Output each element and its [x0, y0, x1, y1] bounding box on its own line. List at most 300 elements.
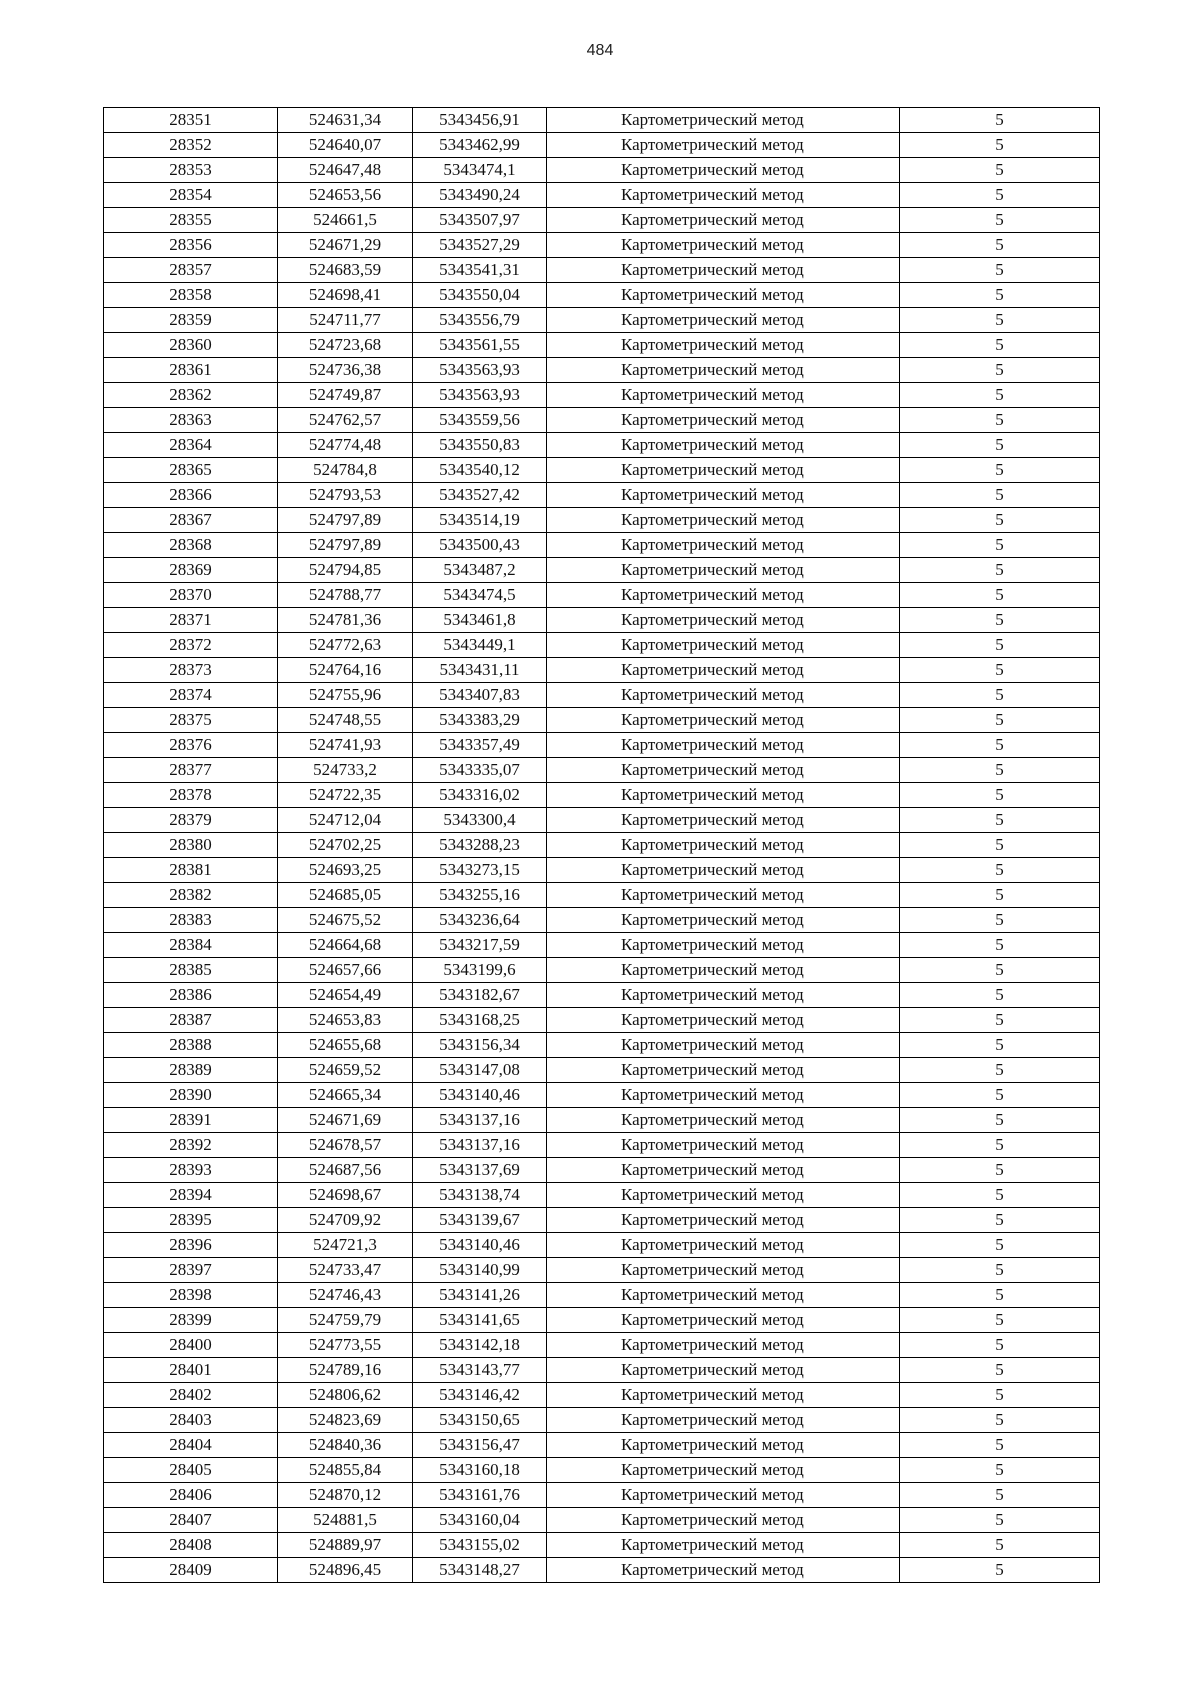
y-coordinate-cell: 5343462,99 — [413, 133, 547, 158]
point-number-cell: 28362 — [104, 383, 278, 408]
table-row — [104, 1208, 1100, 1233]
accuracy-cell: 5 — [900, 108, 1100, 133]
accuracy-cell: 5 — [900, 558, 1100, 583]
point-number-cell: 28372 — [104, 633, 278, 658]
y-coordinate-cell: 5343138,74 — [413, 1183, 547, 1208]
y-coordinate-cell: 5343527,29 — [413, 233, 547, 258]
point-number-cell: 28367 — [104, 508, 278, 533]
accuracy-cell: 5 — [900, 1158, 1100, 1183]
method-cell: Картометрический метод — [547, 883, 900, 908]
accuracy-cell: 5 — [900, 433, 1100, 458]
table-row — [104, 758, 1100, 783]
table-row — [104, 1283, 1100, 1308]
method-cell: Картометрический метод — [547, 458, 900, 483]
table-row — [104, 658, 1100, 683]
accuracy-cell: 5 — [900, 1208, 1100, 1233]
method-cell: Картометрический метод — [547, 683, 900, 708]
point-number-cell: 28390 — [104, 1083, 278, 1108]
x-coordinate-cell: 524759,79 — [278, 1308, 413, 1333]
table-row — [104, 833, 1100, 858]
accuracy-cell: 5 — [900, 1258, 1100, 1283]
x-coordinate-cell: 524655,68 — [278, 1033, 413, 1058]
x-coordinate-cell: 524631,34 — [278, 108, 413, 133]
y-coordinate-cell: 5343161,76 — [413, 1483, 547, 1508]
coordinates-table-body — [104, 108, 1100, 1583]
method-cell: Картометрический метод — [547, 1383, 900, 1408]
table-row — [104, 1358, 1100, 1383]
x-coordinate-cell: 524762,57 — [278, 408, 413, 433]
x-coordinate-cell: 524797,89 — [278, 508, 413, 533]
method-cell: Картометрический метод — [547, 833, 900, 858]
y-coordinate-cell: 5343156,47 — [413, 1433, 547, 1458]
y-coordinate-cell: 5343407,83 — [413, 683, 547, 708]
table-row — [104, 308, 1100, 333]
table-row — [104, 633, 1100, 658]
point-number-cell: 28401 — [104, 1358, 278, 1383]
accuracy-cell: 5 — [900, 633, 1100, 658]
table-row — [104, 933, 1100, 958]
table-row — [104, 883, 1100, 908]
table-row — [104, 608, 1100, 633]
y-coordinate-cell: 5343160,04 — [413, 1508, 547, 1533]
accuracy-cell: 5 — [900, 1333, 1100, 1358]
method-cell: Картометрический метод — [547, 558, 900, 583]
method-cell: Картометрический метод — [547, 1008, 900, 1033]
table-row — [104, 1533, 1100, 1558]
y-coordinate-cell: 5343474,1 — [413, 158, 547, 183]
table-row — [104, 1333, 1100, 1358]
table-row — [104, 1483, 1100, 1508]
table-row — [104, 208, 1100, 233]
method-cell: Картометрический метод — [547, 1158, 900, 1183]
y-coordinate-cell: 5343556,79 — [413, 308, 547, 333]
method-cell: Картометрический метод — [547, 1108, 900, 1133]
accuracy-cell: 5 — [900, 483, 1100, 508]
table-row — [104, 1508, 1100, 1533]
y-coordinate-cell: 5343449,1 — [413, 633, 547, 658]
accuracy-cell: 5 — [900, 258, 1100, 283]
x-coordinate-cell: 524736,38 — [278, 358, 413, 383]
method-cell: Картометрический метод — [547, 1258, 900, 1283]
x-coordinate-cell: 524781,36 — [278, 608, 413, 633]
y-coordinate-cell: 5343142,18 — [413, 1333, 547, 1358]
x-coordinate-cell: 524640,07 — [278, 133, 413, 158]
method-cell: Картометрический метод — [547, 108, 900, 133]
accuracy-cell: 5 — [900, 1458, 1100, 1483]
x-coordinate-cell: 524889,97 — [278, 1533, 413, 1558]
table-row — [104, 1158, 1100, 1183]
x-coordinate-cell: 524698,67 — [278, 1183, 413, 1208]
x-coordinate-cell: 524723,68 — [278, 333, 413, 358]
y-coordinate-cell: 5343150,65 — [413, 1408, 547, 1433]
method-cell: Картометрический метод — [547, 408, 900, 433]
accuracy-cell: 5 — [900, 1233, 1100, 1258]
y-coordinate-cell: 5343140,99 — [413, 1258, 547, 1283]
x-coordinate-cell: 524823,69 — [278, 1408, 413, 1433]
table-row — [104, 433, 1100, 458]
accuracy-cell: 5 — [900, 1033, 1100, 1058]
y-coordinate-cell: 5343563,93 — [413, 383, 547, 408]
accuracy-cell: 5 — [900, 833, 1100, 858]
x-coordinate-cell: 524797,89 — [278, 533, 413, 558]
accuracy-cell: 5 — [900, 208, 1100, 233]
point-number-cell: 28385 — [104, 958, 278, 983]
y-coordinate-cell: 5343316,02 — [413, 783, 547, 808]
x-coordinate-cell: 524896,45 — [278, 1558, 413, 1583]
method-cell: Картометрический метод — [547, 1283, 900, 1308]
point-number-cell: 28381 — [104, 858, 278, 883]
x-coordinate-cell: 524687,56 — [278, 1158, 413, 1183]
table-row — [104, 258, 1100, 283]
x-coordinate-cell: 524855,84 — [278, 1458, 413, 1483]
method-cell: Картометрический метод — [547, 908, 900, 933]
accuracy-cell: 5 — [900, 983, 1100, 1008]
y-coordinate-cell: 5343461,8 — [413, 608, 547, 633]
x-coordinate-cell: 524722,35 — [278, 783, 413, 808]
method-cell: Картометрический метод — [547, 308, 900, 333]
accuracy-cell: 5 — [900, 1558, 1100, 1583]
table-row — [104, 408, 1100, 433]
method-cell: Картометрический метод — [547, 633, 900, 658]
method-cell: Картометрический метод — [547, 533, 900, 558]
accuracy-cell: 5 — [900, 1433, 1100, 1458]
method-cell: Картометрический метод — [547, 1408, 900, 1433]
y-coordinate-cell: 5343500,43 — [413, 533, 547, 558]
table-row — [104, 483, 1100, 508]
point-number-cell: 28393 — [104, 1158, 278, 1183]
method-cell: Картометрический метод — [547, 783, 900, 808]
point-number-cell: 28400 — [104, 1333, 278, 1358]
x-coordinate-cell: 524683,59 — [278, 258, 413, 283]
y-coordinate-cell: 5343137,16 — [413, 1133, 547, 1158]
point-number-cell: 28360 — [104, 333, 278, 358]
y-coordinate-cell: 5343137,69 — [413, 1158, 547, 1183]
y-coordinate-cell: 5343160,18 — [413, 1458, 547, 1483]
accuracy-cell: 5 — [900, 583, 1100, 608]
method-cell: Картометрический метод — [547, 258, 900, 283]
point-number-cell: 28353 — [104, 158, 278, 183]
x-coordinate-cell: 524654,49 — [278, 983, 413, 1008]
table-row — [104, 508, 1100, 533]
point-number-cell: 28396 — [104, 1233, 278, 1258]
y-coordinate-cell: 5343357,49 — [413, 733, 547, 758]
point-number-cell: 28387 — [104, 1008, 278, 1033]
point-number-cell: 28355 — [104, 208, 278, 233]
method-cell: Картометрический метод — [547, 858, 900, 883]
method-cell: Картометрический метод — [547, 1558, 900, 1583]
point-number-cell: 28368 — [104, 533, 278, 558]
point-number-cell: 28375 — [104, 708, 278, 733]
x-coordinate-cell: 524774,48 — [278, 433, 413, 458]
point-number-cell: 28395 — [104, 1208, 278, 1233]
method-cell: Картометрический метод — [547, 1433, 900, 1458]
method-cell: Картометрический метод — [547, 758, 900, 783]
method-cell: Картометрический метод — [547, 208, 900, 233]
point-number-cell: 28403 — [104, 1408, 278, 1433]
x-coordinate-cell: 524671,29 — [278, 233, 413, 258]
point-number-cell: 28384 — [104, 933, 278, 958]
point-number-cell: 28382 — [104, 883, 278, 908]
table-row — [104, 133, 1100, 158]
point-number-cell: 28357 — [104, 258, 278, 283]
y-coordinate-cell: 5343217,59 — [413, 933, 547, 958]
x-coordinate-cell: 524671,69 — [278, 1108, 413, 1133]
x-coordinate-cell: 524773,55 — [278, 1333, 413, 1358]
point-number-cell: 28394 — [104, 1183, 278, 1208]
table-row — [104, 1033, 1100, 1058]
method-cell: Картометрический метод — [547, 383, 900, 408]
table-row — [104, 558, 1100, 583]
y-coordinate-cell: 5343141,65 — [413, 1308, 547, 1333]
point-number-cell: 28371 — [104, 608, 278, 633]
point-number-cell: 28356 — [104, 233, 278, 258]
accuracy-cell: 5 — [900, 608, 1100, 633]
x-coordinate-cell: 524711,77 — [278, 308, 413, 333]
y-coordinate-cell: 5343527,42 — [413, 483, 547, 508]
x-coordinate-cell: 524748,55 — [278, 708, 413, 733]
accuracy-cell: 5 — [900, 933, 1100, 958]
accuracy-cell: 5 — [900, 408, 1100, 433]
table-row — [104, 1108, 1100, 1133]
y-coordinate-cell: 5343140,46 — [413, 1233, 547, 1258]
y-coordinate-cell: 5343563,93 — [413, 358, 547, 383]
accuracy-cell: 5 — [900, 1008, 1100, 1033]
y-coordinate-cell: 5343541,31 — [413, 258, 547, 283]
point-number-cell: 28407 — [104, 1508, 278, 1533]
x-coordinate-cell: 524881,5 — [278, 1508, 413, 1533]
accuracy-cell: 5 — [900, 1383, 1100, 1408]
accuracy-cell: 5 — [900, 158, 1100, 183]
x-coordinate-cell: 524733,47 — [278, 1258, 413, 1283]
x-coordinate-cell: 524721,3 — [278, 1233, 413, 1258]
x-coordinate-cell: 524712,04 — [278, 808, 413, 833]
y-coordinate-cell: 5343487,2 — [413, 558, 547, 583]
x-coordinate-cell: 524733,2 — [278, 758, 413, 783]
point-number-cell: 28365 — [104, 458, 278, 483]
table-row — [104, 333, 1100, 358]
method-cell: Картометрический метод — [547, 658, 900, 683]
point-number-cell: 28361 — [104, 358, 278, 383]
y-coordinate-cell: 5343490,24 — [413, 183, 547, 208]
method-cell: Картометрический метод — [547, 1308, 900, 1333]
method-cell: Картометрический метод — [547, 1333, 900, 1358]
point-number-cell: 28386 — [104, 983, 278, 1008]
point-number-cell: 28370 — [104, 583, 278, 608]
accuracy-cell: 5 — [900, 1533, 1100, 1558]
table-row — [104, 1233, 1100, 1258]
table-row — [104, 108, 1100, 133]
method-cell: Картометрический метод — [547, 1033, 900, 1058]
table-row — [104, 1258, 1100, 1283]
point-number-cell: 28363 — [104, 408, 278, 433]
x-coordinate-cell: 524698,41 — [278, 283, 413, 308]
table-row — [104, 783, 1100, 808]
point-number-cell: 28377 — [104, 758, 278, 783]
y-coordinate-cell: 5343559,56 — [413, 408, 547, 433]
method-cell: Картометрический метод — [547, 1083, 900, 1108]
method-cell: Картометрический метод — [547, 983, 900, 1008]
x-coordinate-cell: 524675,52 — [278, 908, 413, 933]
table-row — [104, 383, 1100, 408]
x-coordinate-cell: 524693,25 — [278, 858, 413, 883]
table-row — [104, 1308, 1100, 1333]
point-number-cell: 28378 — [104, 783, 278, 808]
table-row — [104, 1083, 1100, 1108]
y-coordinate-cell: 5343155,02 — [413, 1533, 547, 1558]
table-row — [104, 233, 1100, 258]
method-cell: Картометрический метод — [547, 958, 900, 983]
method-cell: Картометрический метод — [547, 1458, 900, 1483]
y-coordinate-cell: 5343288,23 — [413, 833, 547, 858]
accuracy-cell: 5 — [900, 808, 1100, 833]
point-number-cell: 28366 — [104, 483, 278, 508]
accuracy-cell: 5 — [900, 333, 1100, 358]
point-number-cell: 28358 — [104, 283, 278, 308]
point-number-cell: 28398 — [104, 1283, 278, 1308]
method-cell: Картометрический метод — [547, 133, 900, 158]
x-coordinate-cell: 524870,12 — [278, 1483, 413, 1508]
x-coordinate-cell: 524772,63 — [278, 633, 413, 658]
point-number-cell: 28359 — [104, 308, 278, 333]
table-row — [104, 1383, 1100, 1408]
x-coordinate-cell: 524647,48 — [278, 158, 413, 183]
y-coordinate-cell: 5343156,34 — [413, 1033, 547, 1058]
accuracy-cell: 5 — [900, 508, 1100, 533]
method-cell: Картометрический метод — [547, 583, 900, 608]
table-row — [104, 983, 1100, 1008]
x-coordinate-cell: 524678,57 — [278, 1133, 413, 1158]
x-coordinate-cell: 524764,16 — [278, 658, 413, 683]
accuracy-cell: 5 — [900, 533, 1100, 558]
x-coordinate-cell: 524659,52 — [278, 1058, 413, 1083]
y-coordinate-cell: 5343236,64 — [413, 908, 547, 933]
x-coordinate-cell: 524741,93 — [278, 733, 413, 758]
point-number-cell: 28376 — [104, 733, 278, 758]
point-number-cell: 28409 — [104, 1558, 278, 1583]
y-coordinate-cell: 5343300,4 — [413, 808, 547, 833]
method-cell: Картометрический метод — [547, 1533, 900, 1558]
method-cell: Картометрический метод — [547, 358, 900, 383]
y-coordinate-cell: 5343456,91 — [413, 108, 547, 133]
accuracy-cell: 5 — [900, 1508, 1100, 1533]
method-cell: Картометрический метод — [547, 333, 900, 358]
method-cell: Картометрический метод — [547, 1058, 900, 1083]
accuracy-cell: 5 — [900, 1133, 1100, 1158]
point-number-cell: 28391 — [104, 1108, 278, 1133]
accuracy-cell: 5 — [900, 1083, 1100, 1108]
accuracy-cell: 5 — [900, 908, 1100, 933]
accuracy-cell: 5 — [900, 133, 1100, 158]
method-cell: Картометрический метод — [547, 1208, 900, 1233]
method-cell: Картометрический метод — [547, 183, 900, 208]
y-coordinate-cell: 5343199,6 — [413, 958, 547, 983]
y-coordinate-cell: 5343139,67 — [413, 1208, 547, 1233]
point-number-cell: 28373 — [104, 658, 278, 683]
method-cell: Картометрический метод — [547, 1233, 900, 1258]
y-coordinate-cell: 5343255,16 — [413, 883, 547, 908]
point-number-cell: 28383 — [104, 908, 278, 933]
table-row — [104, 958, 1100, 983]
accuracy-cell: 5 — [900, 1058, 1100, 1083]
method-cell: Картометрический метод — [547, 708, 900, 733]
accuracy-cell: 5 — [900, 233, 1100, 258]
x-coordinate-cell: 524793,53 — [278, 483, 413, 508]
accuracy-cell: 5 — [900, 1358, 1100, 1383]
x-coordinate-cell: 524653,56 — [278, 183, 413, 208]
accuracy-cell: 5 — [900, 1483, 1100, 1508]
point-number-cell: 28392 — [104, 1133, 278, 1158]
table-row — [104, 533, 1100, 558]
accuracy-cell: 5 — [900, 383, 1100, 408]
method-cell: Картометрический метод — [547, 283, 900, 308]
accuracy-cell: 5 — [900, 733, 1100, 758]
table-row — [104, 908, 1100, 933]
method-cell: Картометрический метод — [547, 1508, 900, 1533]
x-coordinate-cell: 524794,85 — [278, 558, 413, 583]
x-coordinate-cell: 524657,66 — [278, 958, 413, 983]
x-coordinate-cell: 524746,43 — [278, 1283, 413, 1308]
accuracy-cell: 5 — [900, 758, 1100, 783]
table-row — [104, 1433, 1100, 1458]
y-coordinate-cell: 5343383,29 — [413, 708, 547, 733]
y-coordinate-cell: 5343141,26 — [413, 1283, 547, 1308]
method-cell: Картометрический метод — [547, 1358, 900, 1383]
table-row — [104, 683, 1100, 708]
y-coordinate-cell: 5343137,16 — [413, 1108, 547, 1133]
y-coordinate-cell: 5343550,04 — [413, 283, 547, 308]
x-coordinate-cell: 524709,92 — [278, 1208, 413, 1233]
y-coordinate-cell: 5343507,97 — [413, 208, 547, 233]
point-number-cell: 28404 — [104, 1433, 278, 1458]
accuracy-cell: 5 — [900, 658, 1100, 683]
accuracy-cell: 5 — [900, 1308, 1100, 1333]
x-coordinate-cell: 524806,62 — [278, 1383, 413, 1408]
table-row — [104, 708, 1100, 733]
y-coordinate-cell: 5343147,08 — [413, 1058, 547, 1083]
point-number-cell: 28405 — [104, 1458, 278, 1483]
table-row — [104, 458, 1100, 483]
accuracy-cell: 5 — [900, 358, 1100, 383]
y-coordinate-cell: 5343431,11 — [413, 658, 547, 683]
x-coordinate-cell: 524653,83 — [278, 1008, 413, 1033]
table-row — [104, 1133, 1100, 1158]
point-number-cell: 28364 — [104, 433, 278, 458]
method-cell: Картометрический метод — [547, 158, 900, 183]
table-row — [104, 358, 1100, 383]
y-coordinate-cell: 5343561,55 — [413, 333, 547, 358]
x-coordinate-cell: 524664,68 — [278, 933, 413, 958]
point-number-cell: 28408 — [104, 1533, 278, 1558]
point-number-cell: 28379 — [104, 808, 278, 833]
y-coordinate-cell: 5343514,19 — [413, 508, 547, 533]
x-coordinate-cell: 524840,36 — [278, 1433, 413, 1458]
point-number-cell: 28397 — [104, 1258, 278, 1283]
table-row — [104, 283, 1100, 308]
accuracy-cell: 5 — [900, 458, 1100, 483]
x-coordinate-cell: 524685,05 — [278, 883, 413, 908]
point-number-cell: 28354 — [104, 183, 278, 208]
point-number-cell: 28374 — [104, 683, 278, 708]
accuracy-cell: 5 — [900, 708, 1100, 733]
y-coordinate-cell: 5343140,46 — [413, 1083, 547, 1108]
point-number-cell: 28369 — [104, 558, 278, 583]
method-cell: Картометрический метод — [547, 233, 900, 258]
y-coordinate-cell: 5343168,25 — [413, 1008, 547, 1033]
page-number: 484 — [586, 42, 614, 59]
point-number-cell: 28399 — [104, 1308, 278, 1333]
x-coordinate-cell: 524749,87 — [278, 383, 413, 408]
x-coordinate-cell: 524784,8 — [278, 458, 413, 483]
